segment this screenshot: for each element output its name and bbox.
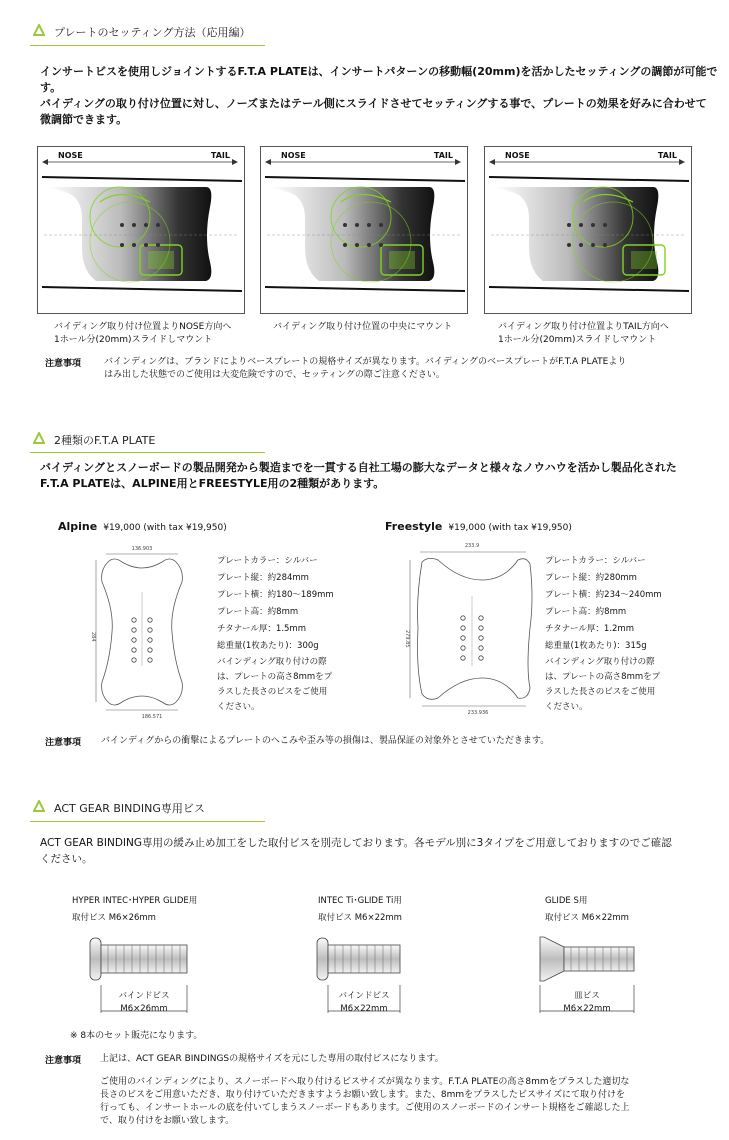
- screws-intro: ACT GEAR BINDING専用の緩み止め加工をした取付ビスを別売しております。各モデル別に3タイプをご用意しておりますのでご確認 ください。: [40, 837, 672, 865]
- triangle-bullet-icon: [33, 24, 45, 36]
- screw-title-3: GLIDE S用 取付ビス M6×22mm: [545, 896, 629, 923]
- panel-caption-nose: バイディング取り付け位置よりNOSE方向へ 1ホール分(20mm)スライドしマウント: [54, 322, 232, 345]
- screw-title-1: HYPER INTEC･HYPER GLIDE用 取付ビス M6×26mm: [72, 896, 198, 923]
- screws-note-1: 上記は、ACT GEAR BINDINGSの規格サイズを元にした専用の取付ビスになります。: [100, 1054, 444, 1064]
- section-title-screws: ACT GEAR BINDING専用ビス: [54, 802, 205, 815]
- section-underline: [30, 821, 265, 822]
- plates-note: バインディグからの衝撃によるプレートのへこみや歪み等の損傷は、製品保証の対象外とさせていただきます。: [101, 736, 550, 746]
- setting-intro: インサートビスを使用しジョイントするF.T.A PLATEは、インサートパターンの移動幅(20mm)を活かしたセッティングの調節が可能です。 バイディングの取り付け位置に対し、ノーズまたはテール側にスライドさせてセッティングする事で、プレートの効果を好みに合わせて 微調節できます。: [40, 65, 718, 126]
- alpine-name: Alpine: [58, 520, 98, 533]
- triangle-bullet-icon: [33, 800, 45, 812]
- freestyle-price-row: [385, 520, 572, 533]
- note-label: 注意事項: [45, 1056, 82, 1066]
- screw-caption-2: バインドビス M6×22mm: [338, 991, 390, 1014]
- panel-caption-tail: バイディング取り付け位置よりTAIL方向へ 1ホール分(20mm)スライドしマウント: [498, 322, 669, 345]
- alpine-note: バインディング取り付けの際 は、プレートの高さ8mmをプ ラスした長さのビスをご使用 ください。: [217, 657, 333, 712]
- section-underline: [30, 45, 265, 46]
- section-underline: [30, 452, 265, 453]
- setting-panel-nose: [37, 146, 245, 314]
- bind-screw-26-drawing: [88, 935, 193, 985]
- plates-intro: バイディングとスノーボードの製品開発から製造までを一貫する自社工場の膨大なデータと様々なノウハウを活かし製品化された F.T.A PLATEは、ALPINE用とFREESTYLE用の2種類があります。: [40, 461, 677, 490]
- bind-screw-22-drawing: [315, 935, 405, 985]
- alpine-price: ¥19,000 (with tax ¥19,950): [103, 523, 227, 533]
- setting-note: バインディングは、ブランドによりベースプレートの規格サイズが異なります。バイディングのベースプレートがF.T.A PLATEより はみ出した状態でのご使用は大変危険ですので、セッティングの際ご注意ください。: [104, 357, 627, 380]
- freestyle-note: バインディング取り付けの際 は、プレートの高さ8mmをプ ラスした長さのビスをご使用 ください。: [545, 657, 661, 712]
- freestyle-specs: プレートカラー：シルバー プレート縦：約280mm プレート横：約234～240mm プレート高：約8mm チタナール厚：1.2mm 総重量(1枚あたり)：315g: [545, 556, 662, 651]
- tail-label: TAIL: [657, 151, 677, 160]
- countersunk-screw-drawing: [538, 935, 638, 985]
- tail-label: TAIL: [433, 151, 453, 160]
- freestyle-dim-bottom: 233.936: [467, 710, 489, 716]
- freestyle-plate-drawing: [400, 538, 535, 718]
- tail-label: TAIL: [210, 151, 230, 160]
- freestyle-dim-top: 233.9: [464, 543, 480, 549]
- screw-title-2: INTEC Ti･GLIDE Ti用 取付ビス M6×22mm: [318, 896, 402, 923]
- freestyle-price: ¥19,000 (with tax ¥19,950): [448, 523, 572, 533]
- screw-caption-3: 皿ビス M6×22mm: [563, 991, 611, 1014]
- alpine-specs: プレートカラー：シルバー プレート縦：約284mm プレート横：約180～189mm プレート高：約8mm チタナール厚：1.5mm 総重量(1枚あたり)：300g: [217, 556, 334, 651]
- screws-note-2: ご使用のバインディングにより、スノーボードへ取り付けるビスサイズが異なります。F.T.A PLATEの高さ8mmをプラスした適切な 長さのビスをご用意いただき、取り付けていただきますようお願い致します。また、8mmをプラスしたビスサイズにて取り付けを 行っても、インサートホールの底を付いてしまうスノーボードもあります。ご使用のスノーボードのインサート規格をご確認した上 で、取り付けをお願い致します。: [100, 1077, 630, 1126]
- nose-label: NOSE: [281, 151, 306, 160]
- set-note: ※ 8本のセット販売になります。: [70, 1031, 203, 1041]
- alpine-dim-top: 136.903: [131, 546, 153, 552]
- setting-panel-center: [260, 146, 468, 314]
- section-title-setting: プレートのセッティング方法（応用編）: [54, 26, 251, 39]
- note-label: 注意事項: [45, 359, 82, 369]
- freestyle-name: Freestyle: [385, 520, 443, 533]
- alpine-dim-bottom: 186.571: [141, 714, 163, 720]
- panel-caption-center: バイディング取り付け位置の中央にマウント: [273, 322, 453, 332]
- alpine-plate-drawing: [84, 540, 194, 720]
- alpine-price-row: [58, 520, 227, 533]
- section-title-plates: 2種類のF.T.A PLATE: [54, 434, 156, 447]
- triangle-bullet-icon: [33, 432, 45, 444]
- note-label: 注意事項: [45, 738, 82, 748]
- freestyle-dim-side: 279.85: [404, 630, 410, 648]
- nose-label: NOSE: [505, 151, 530, 160]
- nose-label: NOSE: [58, 151, 83, 160]
- setting-panel-tail: [484, 146, 692, 314]
- screw-caption-1: バインドビス M6×26mm: [118, 991, 170, 1014]
- alpine-dim-side: 284: [90, 632, 96, 642]
